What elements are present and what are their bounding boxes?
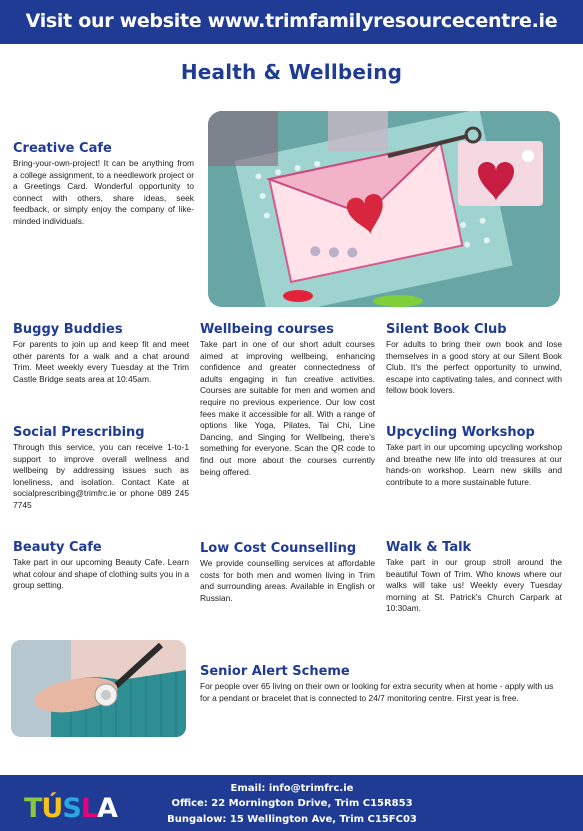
section-title: Creative Cafe (13, 141, 112, 156)
section-title: Upcycling Workshop (386, 425, 535, 440)
section-upcycling-workshop (386, 425, 562, 488)
section-social-prescribing (13, 425, 189, 512)
section-title: Wellbeing courses (200, 322, 334, 337)
section-text: Take part in our upcoming upcycling workshop and breathe new life into old treasures at our hands-on workshop. Learn new skills and contribute to a more sustainable future. (386, 442, 562, 487)
footer-bungalow-address: Bungalow: 15 Wellington Ave, Trim C15FC03 (167, 814, 417, 825)
footer (0, 775, 583, 831)
section-text: Take part in our group stroll around the beautiful Town of Trim. Who knows where our walks will take us! Weekly every Tuesday morning at St. Patrick's Church Carpark at 10:30am. (386, 557, 562, 614)
section-text: For adults to bring their own book and lose themselves in a good story at our Silent Book Club. It's the perfect opportunity to unwind, escape into captivating tales, and connect with fellow book lovers. (386, 339, 562, 396)
footer-email: Email: info@trimfrc.ie (230, 783, 354, 794)
section-title: Senior Alert Scheme (200, 664, 350, 679)
tusla-logo-letter: T (24, 793, 42, 824)
tusla-logo-letter: L (80, 793, 98, 824)
section-title: Buggy Buddies (13, 322, 123, 337)
section-title: Beauty Cafe (13, 540, 102, 555)
section-title: Walk & Talk (386, 540, 472, 555)
tusla-logo-letter: A (97, 793, 117, 824)
section-beauty-cafe (13, 540, 189, 592)
section-senior-alert (200, 664, 565, 704)
greeting-cards-illustration (208, 111, 560, 307)
section-creative-cafe (13, 141, 194, 228)
section-text: Through this service, you can receive 1-to-1 support to improve overall wellness and wellbeing by addressing issues such as loneliness, and isolation. Contact Kate at socialprescribing@trimfrc.ie or phone 089 245 7745 (13, 442, 189, 510)
section-text: Take part in one of our short adult courses aimed at improving wellbeing, enhancing confidence and greater connectedness of adults engaging in fun creative activities. Courses are suitable for men and women and require no previous experience. Our low cost fees make it accessible for all. With a range of options like Yoga, Pilates, Tai Chi, Line Dancing, and Singing for Wellbeing, there's something for everyone. Scan the QR code to find out more about the courses currently being offered. (200, 339, 375, 477)
alert-pendant-illustration (11, 640, 186, 737)
footer-office-address: Office: 22 Mornington Drive, Trim C15R853 (171, 798, 413, 809)
section-low-cost-counselling (200, 541, 375, 604)
page-title: Health & Wellbeing (180, 60, 403, 84)
website-banner-text: Visit our website www.trimfamilyresourcecentre.ie (25, 10, 558, 32)
section-title: Low Cost Counselling (200, 541, 357, 556)
section-text: Take part in our upcoming Beauty Cafe. Learn what colour and shape of clothing suits you in a group setting. (13, 557, 189, 591)
section-wellbeing-courses (200, 322, 375, 478)
section-text: For people over 65 living on their own or looking for extra security when at home - apply with us for a pendant or bracelet that is connected to 24/7 monitoring centre. First year is free. (200, 681, 554, 703)
senior-alert-photo (11, 640, 186, 737)
website-banner (0, 0, 583, 44)
section-title: Silent Book Club (386, 322, 507, 337)
section-text: We provide counselling services at affordable costs for both men and women living in Trim and surrounding areas. Available in English or Russian. (200, 558, 375, 603)
greeting-cards-photo (208, 111, 560, 307)
section-text: For parents to join up and keep fit and meet other parents for a walk and a chat around Trim. Meet weekly every Tuesday at the Trim Castle Bridge seats area at 10:45am. (13, 339, 189, 384)
tusla-logo-letter: S (62, 793, 81, 824)
tusla-logo (24, 794, 117, 824)
section-text: Bring-your-own-project! It can be anything from a college assignment, to a needlework project or a Greetings Card. Wonderful opportunity to connect with others, share ideas, seek feedback, or simply enjoy the company of like-minded individuals. (13, 158, 194, 226)
section-buggy-buddies (13, 322, 189, 385)
section-title: Social Prescribing (13, 425, 145, 440)
section-silent-book-club (386, 322, 562, 397)
section-walk-talk (386, 540, 562, 615)
tusla-logo-letter: Ú (41, 793, 63, 824)
